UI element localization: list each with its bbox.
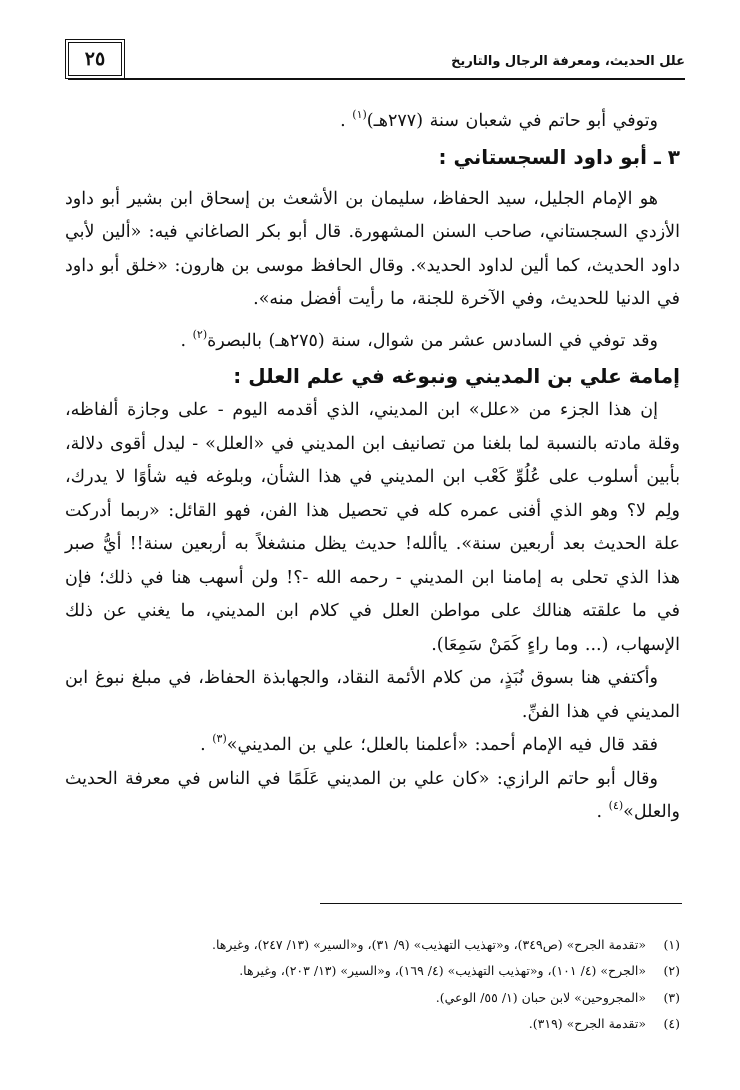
footnote-ref-2[interactable]: (٢) xyxy=(192,327,208,341)
paragraph-end: . xyxy=(596,802,603,822)
footnote-divider xyxy=(320,903,682,904)
paragraph-ahmad-quote xyxy=(65,729,680,763)
paragraph-text: وتوفي أبو حاتم في شعبان سنة (٢٧٧هـ) xyxy=(366,111,658,131)
paragraph-quotes-intro: وأكتفي هنا بسوق نُبَذٍ، من كلام الأئمة النقاد، والجهابذة الحفاظ، في مبلغ نبوغ ابن المديني في هذا الفنِّ. xyxy=(65,668,680,722)
paragraph-abu-hatim-quote xyxy=(65,763,680,830)
footnote-ref-1[interactable]: (١) xyxy=(352,108,367,121)
footnote-number: (٢) xyxy=(663,963,680,979)
footnote-3 xyxy=(65,985,680,1011)
paragraph-text: فقد قال فيه الإمام أحمد: «أعلمنا بالعلل؛ علي بن المديني» xyxy=(226,735,658,755)
footnote-2 xyxy=(65,958,680,984)
body-text xyxy=(65,105,680,830)
page-header xyxy=(68,42,685,82)
running-title: علل الحديث، ومعرفة الرجال والتاريخ xyxy=(451,54,685,69)
paragraph-text: وقال أبو حاتم الرازي: «كان علي بن المديني عَلَمًا في الناس في معرفة الحديث والعلل» xyxy=(65,768,680,822)
footnotes xyxy=(65,932,680,1037)
footnote-1 xyxy=(65,932,680,958)
page-number: ٢٥ xyxy=(68,42,122,76)
paragraph-end: . xyxy=(180,330,187,351)
footnote-text: «تقدمة الجرح» (٣١٩). xyxy=(528,1015,646,1031)
footnote-text: «تقدمة الجرح» (ص٣٤٩)، و«تهذيب التهذيب» (٩/ ٣١)، و«السير» (١٣/ ٢٤٧)، وغيرها. xyxy=(211,937,646,952)
footnote-4 xyxy=(65,1011,680,1037)
paragraph-text: وقد توفي في السادس عشر من شوال، سنة (٢٧٥هـ) بالبصرة xyxy=(207,330,658,351)
header-rule xyxy=(68,78,685,80)
footnote-text: «الجرح» (٤/ ١٠١)، و«تهذيب التهذيب» (٤/ ١٦٩)، و«السير» (١٣/ ٢٠٣)، وغيرها. xyxy=(239,963,646,979)
footnote-text: «المجروحين» لابن حبان (١/ ٥٥/ الوعي). xyxy=(435,989,646,1005)
heading-ibn-al-madini: إمامة علي بن المديني ونبوغه في علم العلل : xyxy=(233,364,680,388)
footnote-number: (٤) xyxy=(663,1015,680,1031)
heading-abu-dawud: ٣ ـ أبو داود السجستاني : xyxy=(438,144,680,169)
footnote-ref-4[interactable]: (٤) xyxy=(608,799,624,812)
footnote-ref-3[interactable]: (٣) xyxy=(212,732,227,745)
paragraph-abu-dawud-death xyxy=(65,325,680,359)
paragraph-abu-hatim-death xyxy=(65,105,680,139)
footnote-number: (١) xyxy=(663,937,680,952)
paragraph-end: . xyxy=(340,111,346,131)
paragraph-ilal-part: إن هذا الجزء من «علل» ابن المديني، الذي أقدمه اليوم - على وجازة ألفاظه، وقلة مادته بالنسبة لما بلغنا من تصانيف ابن المديني في «العلل» - ليدل أقوى دلالة، بأبين أسلوب على عُلُوِّ كَعْب ابن المديني في هذا الشأن، وبلوغه فيه شأوًا لا يدرك، ولِم لا؟ وهو الذي أفنى عمره كله في تحصيل هذا الفن، فهو القائل: «ربما أدركت علة الحديث بعد أربعين سنة». ياألله! حديث يظل منشغلاً به أربعين سنة!! أيُّ صبر هذا الذي تحلى به إمامنا ابن المديني - رحمه الله -؟! ولن أسهب هنا في ذلك؛ فإن في ما علقته هنالك على مواطن العلل في كلام ابن المديني، ما يغني عن ذلك الإسهاب، (... وما راءٍ كَمَنْ سَمِعَا). xyxy=(65,400,680,655)
paragraph-abu-dawud-bio: هو الإمام الجليل، سيد الحفاظ، سليمان بن الأشعث بن إسحاق ابن بشير أبو داود الأزدي السجستاني، صاحب السنن المشهورة. قال أبو بكر الصاغاني فيه: «ألين لأبي داود الحديث، كما ألين لداود الحديد». وقال الحافظ موسى بن هارون: «خلق أبو داود في الدنيا للحديث، وفي الآخرة للجنة، ما رأيت أفضل منه». xyxy=(65,188,680,309)
footnote-number: (٣) xyxy=(663,989,680,1005)
paragraph-end: . xyxy=(200,735,206,755)
